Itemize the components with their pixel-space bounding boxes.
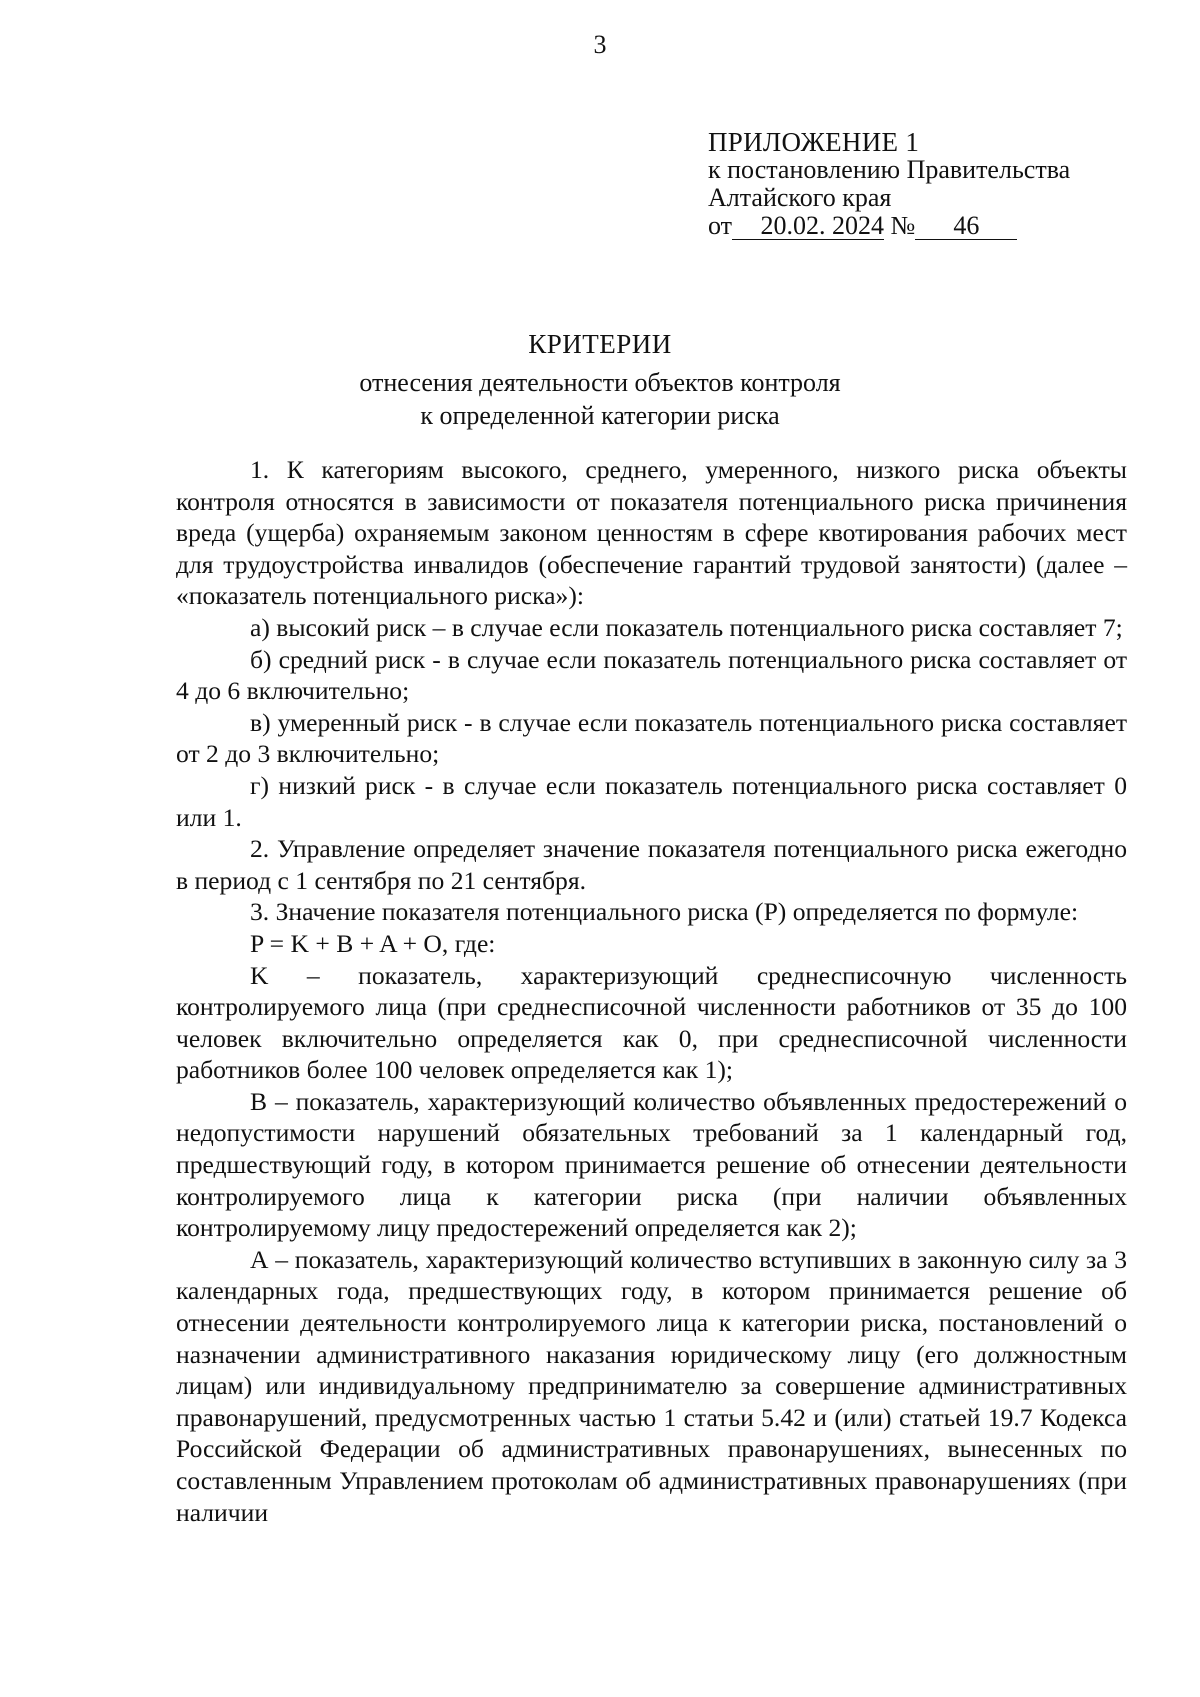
document-number: 46 (915, 213, 1017, 240)
paragraph-3: 3. Значение показателя потенциального риска (P) определяется по формуле: (250, 897, 1079, 927)
definition-b: В – показатель, характеризующий количество объявленных предостережений о недопустимости нарушений обязательных требований за 1 календарный год, предшествующий году, в котором принимается решение об отнесении деятельности контролируемого лица к категории риска (при наличии объявленных контролируемому лицу предостережений определяется как 2); (176, 1086, 1127, 1243)
appendix-block (708, 128, 1108, 240)
paragraph-1: 1. К категориям высокого, среднего, умеренного, низкого риска объекты контроля относятся в зависимости от показателя потенциального риска причинения вреда (ущерба) охраняемым законом ценностям в сфере квотирования рабочих мест для трудоустройства инвалидов (обеспечение гарантий трудовой занятости) (далее – «показатель потенциального риска»): (176, 455, 1127, 611)
document-body (176, 454, 1127, 1528)
appendix-line-2: Алтайского края (708, 183, 892, 212)
appendix-line-1: к постановлению Правительства (708, 155, 1071, 184)
appendix-date-line (708, 212, 1108, 240)
definition-a: А – показатель, характеризующий количество вступивших в законную силу за 3 календарных года, предшествующих году, в котором принимается решение об отнесении деятельности контролируемого лица к категории риска, постановлений о назначении административного наказания юридическому лицу (его должностным лицам) или индивидуальному предпринимателю за совершение административных правонарушений, предусмотренных частью 1 статьи 5.42 и (или) статьей 19.7 Кодекса Российской Федерации об административных правонарушениях, вынесенных по составленным Управлением протоколам об административных правонарушениях (при наличии (176, 1244, 1127, 1527)
item-a: а) высокий риск – в случае если показатель потенциального риска составляет 7; (250, 612, 1123, 642)
document-date: 20.02. 2024 (732, 213, 884, 240)
title-block (0, 328, 1200, 432)
document-title: КРИТЕРИИ (528, 329, 672, 359)
formula: P = K + B + A + O, где: (250, 928, 496, 958)
paragraph-2: 2. Управление определяет значение показателя потенциального риска ежегодно в период с 1 сентября по 21 сентября. (176, 834, 1127, 895)
page-number: 3 (593, 30, 607, 59)
definition-k: K – показатель, характеризующий среднесписочную численность контролируемого лица (при среднесписочной численности работников от 35 до 100 человек включительно определяется как 0, при среднесписочной численности работников более 100 человек определяется как 1); (176, 960, 1127, 1085)
item-v: в) умеренный риск - в случае если показатель потенциального риска составляет от 2 до 3 включительно; (176, 707, 1127, 769)
number-sign: № (890, 211, 916, 240)
item-g: г) низкий риск - в случае если показатель потенциального риска составляет 0 или 1. (176, 770, 1127, 832)
document-subtitle-1: отнесения деятельности объектов контроля (359, 368, 841, 397)
item-b: б) средний риск - в случае если показатель потенциального риска составляет от 4 до 6 включительно; (176, 644, 1127, 706)
from-label: от (708, 211, 733, 240)
document-subtitle-2: к определенной категории риска (420, 401, 780, 430)
appendix-heading: ПРИЛОЖЕНИЕ 1 (708, 127, 920, 157)
